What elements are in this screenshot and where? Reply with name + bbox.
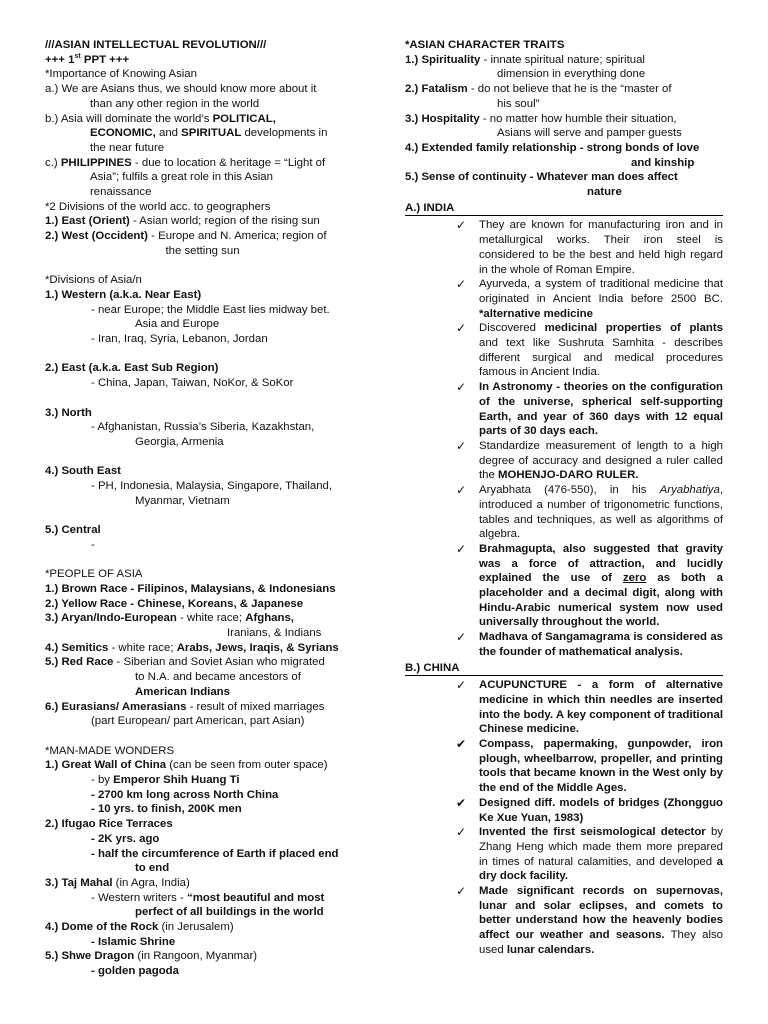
section-heading: *ASIAN CHARACTER TRAITS xyxy=(405,39,565,51)
list-item: - half the circumference of Earth if placed end xyxy=(91,847,339,860)
list-item: ✓ ACUPUNCTURE - a form of alternative medicine in which thin needles are inserted into the body. A key component of traditional Chinese medicine. xyxy=(456,678,723,736)
list-item: - China, Japan, Taiwan, NoKor, & SoKor xyxy=(91,377,294,390)
list-item: 2.) West (Occident) - Europe and N. America; region of xyxy=(45,230,327,243)
list-item: 3.) Hospitality - no matter how humble their situation, xyxy=(405,112,677,125)
list-item: - PH, Indonesia, Malaysia, Singapore, Thailand, xyxy=(91,480,333,493)
left-column xyxy=(45,38,360,979)
list-item: - by Emperor Shih Huang Ti xyxy=(91,774,240,787)
list-item: 1.) Spirituality - innate spiritual nature; spiritual xyxy=(405,53,645,66)
list-item: (part European/ part American, part Asian) xyxy=(91,715,305,728)
list-item: ✓ Ayurveda, a system of traditional medicine that originated in Ancient India before 2500 BC. *alternative medicine xyxy=(456,277,723,320)
list-item: the near future xyxy=(90,141,165,154)
right-column xyxy=(405,38,723,958)
list-item: 4.) Semitics - white race; Arabs, Jews, Iraqis, & Syrians xyxy=(45,641,339,654)
list-item: ✓ In Astronomy - theories on the configuration of the universe, spherical self-supporting Earth, and year of 360 days with 12 equal parts of 30 days each. xyxy=(456,380,723,438)
list-item: 1.) Great Wall of China (can be seen from outer space) xyxy=(45,759,328,772)
list-item: - Islamic Shrine xyxy=(91,935,176,948)
list-item: his soul” xyxy=(497,97,540,110)
list-item: to end xyxy=(135,862,170,875)
list-item: 4.) South East xyxy=(45,465,121,478)
checkmark-icon: ✓ xyxy=(456,321,467,336)
list-item: - Iran, Iraq, Syria, Lebanon, Jordan xyxy=(91,333,268,346)
list-item: - Afghanistan, Russia’s Siberia, Kazakhstan, xyxy=(91,421,315,434)
section-heading-india: A.) INDIA xyxy=(405,201,723,217)
list-item: ECONOMIC, and SPIRITUAL developments in xyxy=(90,127,328,140)
checkmark-icon: ✓ xyxy=(456,277,467,292)
list-item: 6.) Eurasians/ Amerasians - result of mixed marriages xyxy=(45,700,325,713)
list-item: ✓ Made significant records on supernovas, lunar and solar eclipses, and comets to better understand how the heavenly bodies affect our weather and seasons. They also used lunar calendars. xyxy=(456,884,724,956)
checkmark-icon: ✓ xyxy=(456,884,467,899)
list-item: 2.) Fatalism - do not believe that he is the “master of xyxy=(405,83,672,96)
list-item: ✔ Compass, papermaking, gunpowder, iron plough, wheelbarrow, propeller, and printing tools that became known in the West only by the end of the Middle Ages. xyxy=(456,737,723,795)
list-item: American Indians xyxy=(135,685,230,698)
section-heading: *Importance of Knowing Asian xyxy=(45,68,197,81)
list-item: 5.) Shwe Dragon (in Rangoon, Myanmar) xyxy=(45,950,258,963)
section-heading: *MAN-MADE WONDERS xyxy=(45,744,175,757)
checkmark-icon: ✓ xyxy=(456,825,467,840)
list-item: ✓ Discovered medicinal properties of plants and text like Sushruta Samhita - describes different surgical and medical procedures famous in Ancient India. xyxy=(456,321,723,379)
list-item: ✓ Aryabhata (476-550), in his Aryabhatiya, introduced a number of trigonometric functions, tables and techniques, as well as algorithms of algebra. xyxy=(456,483,723,541)
list-item: 5.) Red Race - Siberian and Soviet Asian who migrated xyxy=(45,656,325,669)
list-item: Myanmar, Vietnam xyxy=(135,494,230,507)
list-item: perfect of all buildings in the world xyxy=(135,906,324,919)
list-item: c.) PHILIPPINES - due to location & heritage = “Light of xyxy=(45,156,326,169)
section-heading: *Divisions of Asia/n xyxy=(45,274,142,287)
section-heading: *PEOPLE OF ASIA xyxy=(45,568,143,581)
list-item: - 10 yrs. to finish, 200K men xyxy=(91,803,242,816)
section-heading: *2 Divisions of the world acc. to geographers xyxy=(45,200,271,213)
list-item: nature xyxy=(587,186,622,199)
list-item: Asians will serve and pamper guests xyxy=(497,127,682,140)
list-item: - near Europe; the Middle East lies midway bet. xyxy=(91,303,330,316)
list-item: and kinship xyxy=(631,156,695,169)
list-item: 2.) East (a.k.a. East Sub Region) xyxy=(45,362,219,375)
list-item: 1.) East (Orient) - Asian world; region of the rising sun xyxy=(45,215,320,228)
list-item: 3.) Taj Mahal (in Agra, India) xyxy=(45,876,190,889)
checkmark-icon: ✔ xyxy=(456,795,467,810)
list-item: ✓ They are known for manufacturing iron and in metallurgical works. Their iron steel is considered to be the best and held high regard in the whole of Roman Empire. xyxy=(456,218,723,276)
list-item: - Western writers - “most beautiful and most xyxy=(91,891,325,904)
list-item: ✓ Madhava of Sangamagrama is considered as the founder of mathematical analysis. xyxy=(456,630,723,658)
list-item: - golden pagoda xyxy=(91,965,179,978)
ppt-label: +++ 1st PPT +++ xyxy=(45,52,130,66)
list-item: Asia”; fulfils a great role in this Asian xyxy=(90,171,273,184)
list-item: Iranians, & Indians xyxy=(227,627,322,640)
china-list xyxy=(405,678,723,957)
list-item: 3.) North xyxy=(45,406,92,419)
list-item: ✔ Designed diff. models of bridges (Zhongguo Ke Xue Yuan, 1983) xyxy=(456,795,723,824)
list-item: 4.) Extended family relationship - strong bonds of love xyxy=(405,141,700,154)
checkmark-icon: ✓ xyxy=(456,541,467,556)
list-item: the setting sun xyxy=(165,244,240,257)
list-item: 5.) Central xyxy=(45,524,101,537)
checkmark-icon: ✔ xyxy=(456,737,467,752)
list-item: 2.) Ifugao Rice Terraces xyxy=(45,818,173,831)
list-item: a.) We are Asians thus, we should know more about it xyxy=(45,83,317,96)
checkmark-icon: ✓ xyxy=(456,678,467,693)
list-item: dimension in everything done xyxy=(497,68,646,81)
list-item: - xyxy=(91,538,95,551)
list-item: ✓ Standardize measurement of length to a high degree of accuracy and designed a ruler called the MOHENJO-DARO RULER. xyxy=(456,438,723,482)
list-item: renaissance xyxy=(90,186,152,199)
list-item: ✓ Invented the first seismological detector by Zhang Heng which made them more prepared in times of natural calamities, and developed a dry dock facility. xyxy=(456,825,723,883)
list-item: 5.) Sense of continuity - Whatever man does affect xyxy=(405,171,678,184)
list-item: - 2K yrs. ago xyxy=(91,832,160,845)
list-item: 3.) Aryan/Indo-European - white race; Afghans, xyxy=(45,612,294,625)
checkmark-icon: ✓ xyxy=(456,483,467,498)
checkmark-icon: ✓ xyxy=(456,380,467,395)
list-item: 1.) Western (a.k.a. Near East) xyxy=(45,288,202,301)
list-item: Asia and Europe xyxy=(135,318,220,331)
list-item: 1.) Brown Race - Filipinos, Malaysians, & Indonesians xyxy=(45,582,336,595)
section-heading-china: B.) CHINA xyxy=(405,661,723,677)
document-title: ///ASIAN INTELLECTUAL REVOLUTION/// xyxy=(45,39,267,51)
list-item: - 2700 km long across North China xyxy=(91,788,279,801)
list-item: than any other region in the world xyxy=(90,97,260,110)
india-list xyxy=(405,218,723,659)
list-item: b.) Asia will dominate the world’s POLITICAL, xyxy=(45,112,276,125)
list-item: to N.A. and became ancestors of xyxy=(135,671,301,684)
checkmark-icon: ✓ xyxy=(456,218,467,233)
list-item: ✓ Brahmagupta, also suggested that gravity was a force of attraction, and lucidly explained the use of zero as both a placeholder and a decimal digit, along with Hindu-Arabic numerical system now used universally throughout the world. xyxy=(456,541,723,629)
list-item: 2.) Yellow Race - Chinese, Koreans, & Japanese xyxy=(45,597,304,610)
list-item: Georgia, Armenia xyxy=(135,435,224,448)
checkmark-icon: ✓ xyxy=(456,438,467,453)
checkmark-icon: ✓ xyxy=(456,630,467,645)
list-item: 4.) Dome of the Rock (in Jerusalem) xyxy=(45,921,234,934)
